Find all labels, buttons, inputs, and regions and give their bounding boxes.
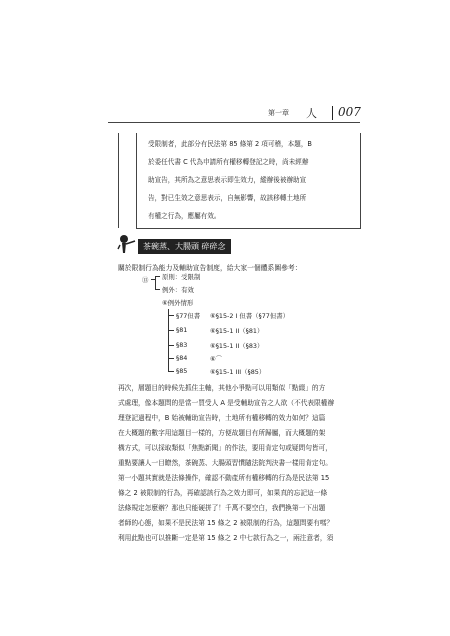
- exception-cases-label: ⑥例外情形: [162, 299, 194, 307]
- chapter-title: 人: [306, 107, 317, 120]
- diagram-row-right: ⑥§15-2 I 但書（§77但書）: [210, 312, 290, 320]
- diagram-row-right: ⑥§15-1 III（§85）: [210, 368, 266, 376]
- table-border-inner: [136, 133, 137, 228]
- table-line: 受限制者，此部分有民法第 85 條第 2 項可稽，本題，B: [148, 140, 312, 148]
- diagram-row-left: §81: [176, 326, 188, 334]
- header-rule: [108, 122, 360, 123]
- connector: [168, 371, 174, 372]
- body-line: 法條規定怎麼辦？那也只能硬拼了！千萬不要空白，我們換第一下出題: [118, 504, 326, 512]
- diagram-row-left: §85: [176, 367, 188, 375]
- connector: [155, 289, 160, 290]
- pointing-figure-icon: [116, 233, 138, 255]
- diagram-row-left: §83: [176, 341, 188, 349]
- answer-table-fragment: [118, 133, 360, 228]
- connector: [168, 330, 174, 331]
- body-line: 在大概題的數字用這題目一樣的，方便故題目有所歸屬，而大概題的架: [118, 429, 326, 437]
- body-line: 式處理，像本題問的是當一買受人 A 是受輔助宣告之人欲（不代表限權辦: [118, 399, 335, 407]
- header-divider: [332, 106, 333, 120]
- intro-text: 關於限制行為能力及輔助宣告制度，給大家一個體系圖參考：: [118, 264, 302, 272]
- diagram-row-left: §77但書: [176, 312, 201, 320]
- diagram-row-right: ⑥§15-1 II（§81）: [210, 327, 264, 335]
- table-line: 有權之行為，應屬有效。: [148, 212, 221, 220]
- connector: [168, 315, 174, 316]
- connector: [168, 358, 174, 359]
- table-line: 告，對已生效之意思表示，自無影響，故該移轉土地所: [148, 194, 307, 202]
- body-line: 者師的心態，如果不是民法第 15 條之 2 被限制的行為，這題問要有嗎？: [118, 519, 334, 527]
- table-border-bottom: [136, 228, 361, 229]
- connector: [168, 309, 169, 371]
- connector: [155, 276, 156, 290]
- diagram-root-label: ⑬: [142, 276, 149, 284]
- diagram-row-right: ⑥§15-1 II（§83）: [210, 342, 264, 350]
- exception-label: 例外：有效: [162, 286, 194, 294]
- diagram-row-right: ⑥⌒: [210, 355, 223, 363]
- connector: [155, 276, 160, 277]
- principle-label: 原則：受限制: [162, 273, 201, 281]
- body-line: 重點要讓人一目瞭然，茶碗蒸、大腸頭習慣隨法院判決書一樣用肯定句。: [118, 459, 332, 467]
- connector: [168, 345, 174, 346]
- body-line: 利用此點也可以推斷一定是第 15 條之 2 中七款行為之一，兩注意者，須: [118, 534, 334, 542]
- section-title: 茶碗蒸、大腸頭 碎碎念: [138, 239, 231, 254]
- body-line: 第一小題其實就是法條操作，確認不動產所有權移轉的行為是民法第 15: [118, 474, 330, 482]
- chapter-label: 第一章: [268, 109, 289, 117]
- running-header: [268, 106, 378, 122]
- table-border-left: [118, 133, 119, 228]
- diagram-row-left: §84: [176, 354, 188, 362]
- table-line: 助宣告，其所為之意思表示即生效力，縱辦後被辦助宣: [148, 176, 307, 184]
- body-line: 構方式，可以採取類似「焦點新聞」的作法，要用肯定句或疑問句皆可，: [118, 444, 332, 452]
- page-number: 007: [338, 105, 361, 119]
- body-line: 理登記過程中，B 始被輔助宣告時，土地所有權移轉的效力如何？這篇: [118, 414, 326, 422]
- table-border-right: [360, 133, 361, 228]
- body-line: 再次，層題目的時候先抓住主軸，其他小爭點可以用類似「點綴」的方: [118, 384, 326, 392]
- body-line: 條之 2 被限制的行為，再確認該行為之效力即可，如果真的忘記這一條: [118, 489, 328, 497]
- table-line: 於委任代書 C 代為申請所有權移轉登記之時，尚未經辦: [148, 158, 309, 166]
